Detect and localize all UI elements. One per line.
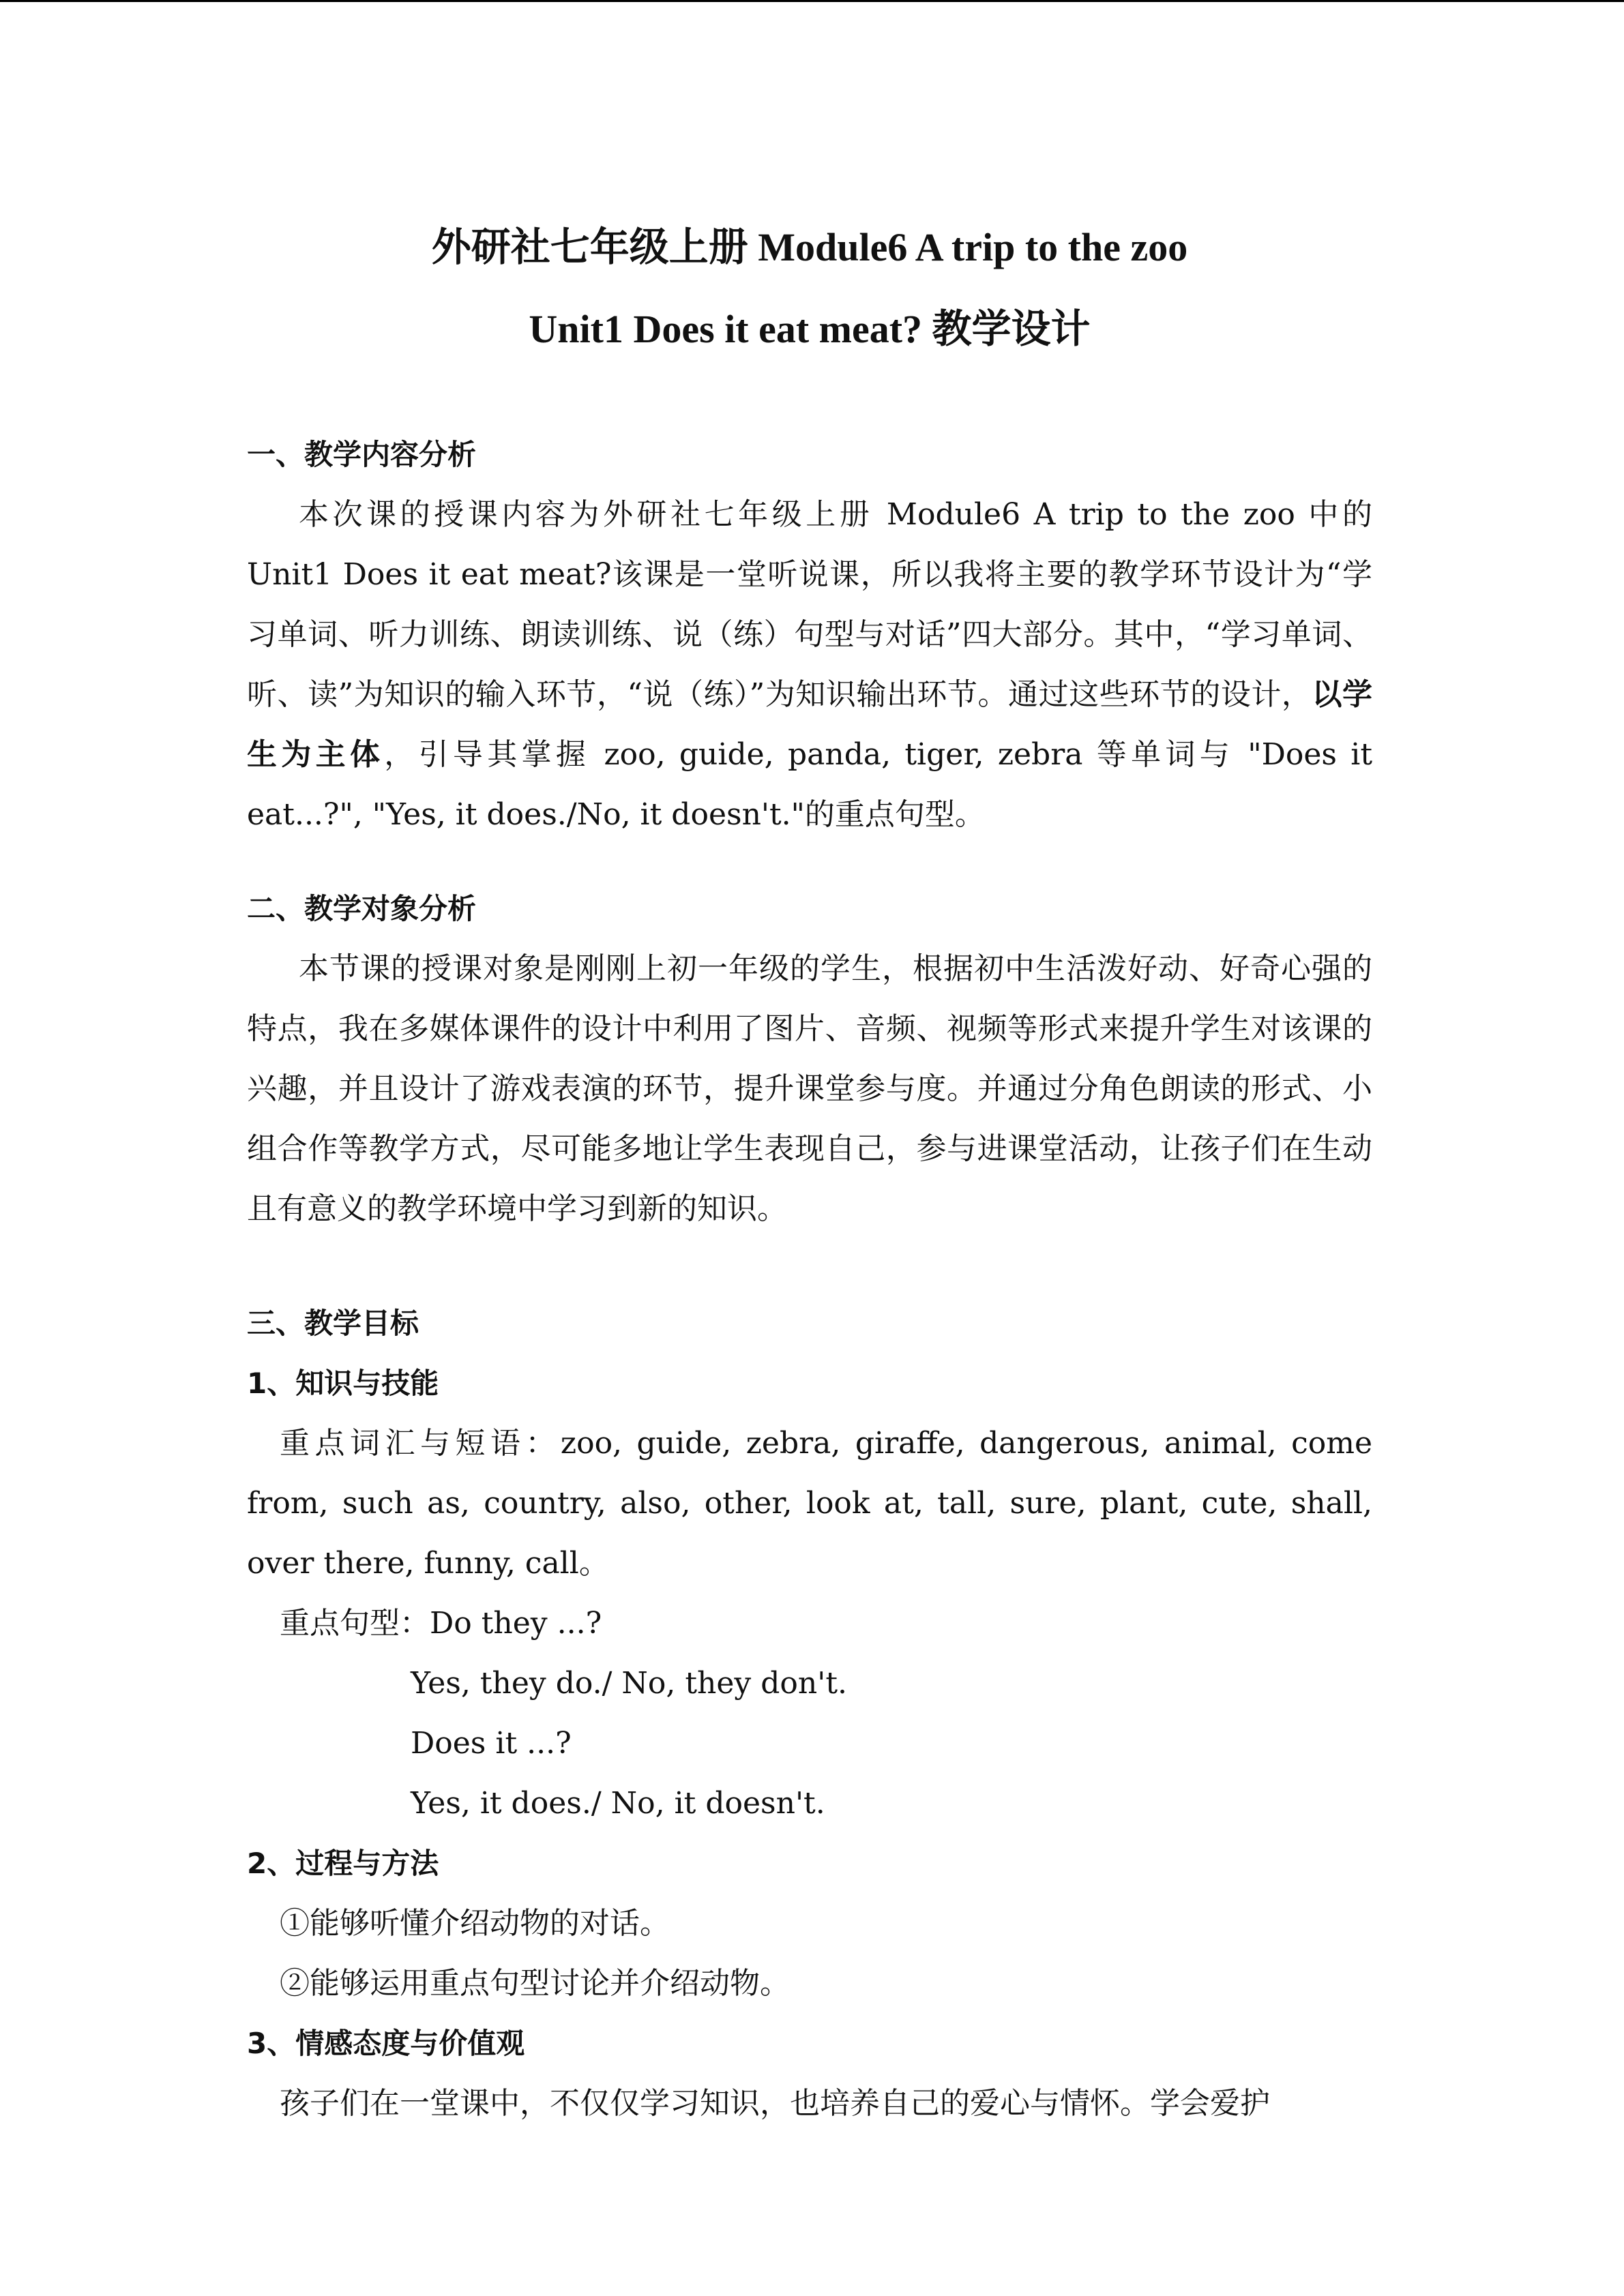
subsection-heading-values: 3、情感态度与价值观 — [247, 2027, 525, 2060]
document-content — [247, 207, 1372, 2134]
vocabulary-paragraph: 重点词汇与短语：zoo, guide, zebra, giraffe, dangerous, animal, come from, such as, country, also, other, look at, tall, sure, plant, cute, shall, over there, funny, call。 — [247, 1426, 1372, 1581]
sentence-pattern-label: 重点句型：Do they ...? — [280, 1606, 602, 1641]
paragraph-text-continued: ，引导其掌握 zoo, guide, panda, tiger, zebra 等单词与 "Does it eat...?", "Yes, it does./No, it doesn't."的重点句型。 — [247, 737, 1373, 832]
section-content-analysis — [247, 425, 1372, 845]
document-title — [247, 207, 1372, 370]
section-heading: 二、教学对象分析 — [247, 892, 477, 925]
section-heading: 三、教学目标 — [247, 1307, 419, 1340]
list-item: ①能够听懂介绍动物的对话。 — [280, 1906, 670, 1941]
section-paragraph: 本节课的授课对象是刚刚上初一年级的学生，根据初中生活泼好动、好奇心强的特点，我在多媒体课件的设计中利用了图片、音频、视频等形式来提升学生对该课的兴趣，并且设计了游戏表演的环节，提升课堂参与度。并通过分角色朗读的形式、小组合作等教学方式，尽可能多地让学生表现自己，参与进课堂活动，让孩子们在生动且有意义的教学环境中学习到新的知识。 — [247, 951, 1372, 1226]
sentence-pattern-line: Does it ...? — [411, 1726, 572, 1761]
paragraph-text: 本次课的授课内容为外研社七年级上册 Module6 A trip to the zoo 中的 Unit1 Does it eat meat?该课是一堂听说课，所以我将主要的教学环节设计为“学习单词、听力训练、朗读训练、说（练）句型与对话”四大部分。其中，“学习单词、听、读”为知识的输入环节，“说（练）”为知识输出环节。通过这些环节的设计， — [247, 497, 1372, 712]
list-item: ②能够运用重点句型讨论并介绍动物。 — [280, 1966, 790, 2001]
sentence-pattern-line: Yes, it does./ No, it doesn't. — [411, 1786, 825, 1821]
title-line-1: 外研社七年级上册 Module6 A trip to the zoo — [431, 225, 1188, 269]
subsection-heading-process: 2、过程与方法 — [247, 1847, 439, 1880]
values-paragraph: 孩子们在一堂课中，不仅仅学习知识，也培养自己的爱心与情怀。学会爱护 — [280, 2086, 1270, 2121]
section-learner-analysis — [247, 879, 1372, 1239]
subsection-heading-knowledge: 1、知识与技能 — [247, 1367, 439, 1400]
section-paragraph — [247, 485, 1372, 845]
section-teaching-objectives — [247, 1294, 1372, 2134]
bold-emphasis: 以学生为主体 — [247, 677, 1373, 772]
sentence-pattern-line: Yes, they do./ No, they don't. — [411, 1666, 848, 1701]
section-heading: 一、教学内容分析 — [247, 438, 477, 471]
title-line-2: Unit1 Does it eat meat? 教学设计 — [529, 307, 1091, 351]
